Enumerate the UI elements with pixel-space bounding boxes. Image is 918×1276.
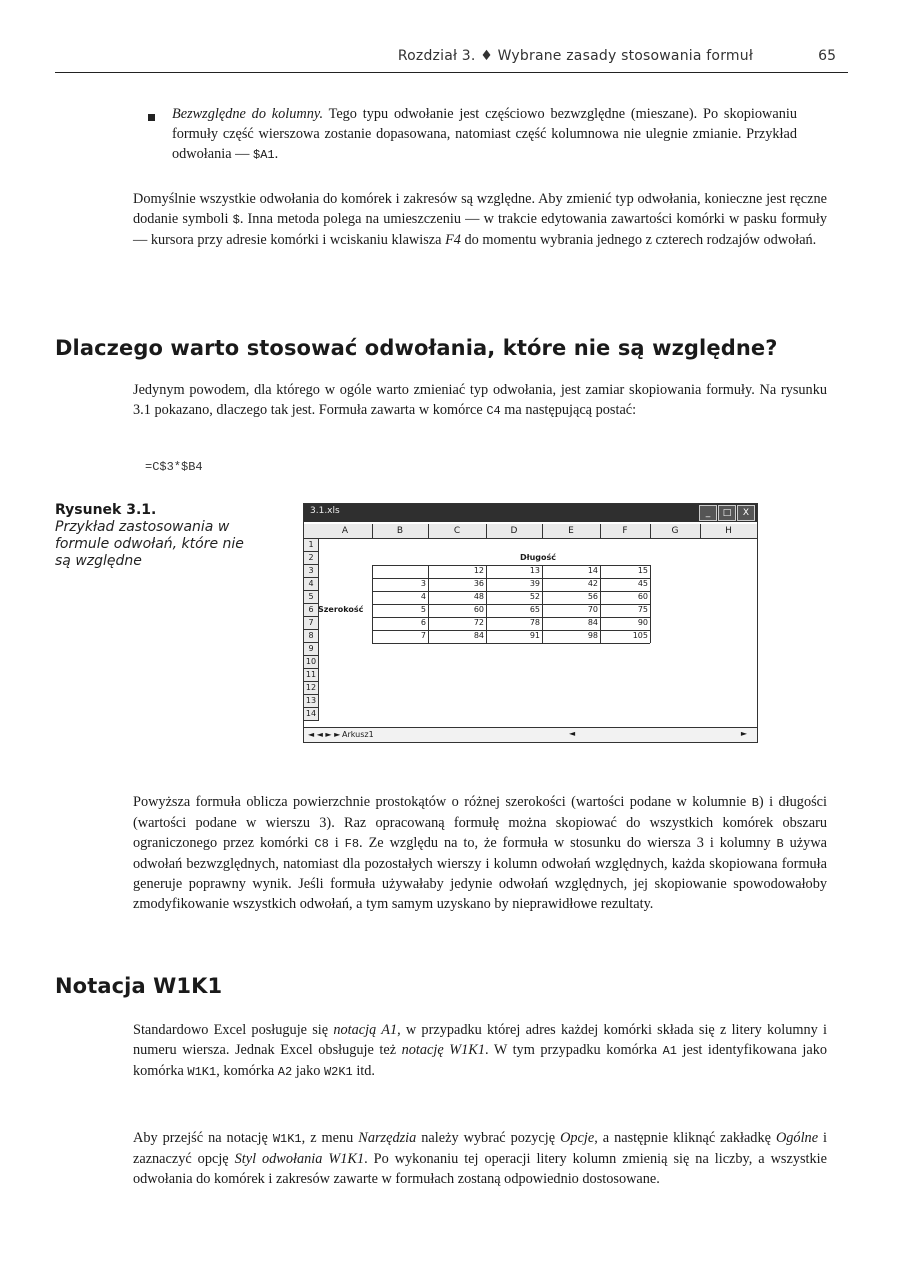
p1-c: do momentu wybrania jednego z czterech rodzajów odwołań. [460, 232, 817, 248]
excel-titlebar [304, 504, 757, 522]
row-header-14[interactable]: 14 [304, 708, 319, 721]
area-cell[interactable]: 45 [637, 579, 648, 588]
row-header-7[interactable]: 7 [304, 617, 319, 630]
grid-line [650, 565, 651, 643]
p4-a2: A2 [277, 1065, 293, 1079]
bullet-paragraph [172, 104, 797, 165]
p5-d: , a następnie kliknąć zakładkę [594, 1130, 776, 1146]
column-header-D[interactable]: D [486, 524, 543, 538]
p5-b: , z menu [301, 1130, 359, 1146]
sheet-tab-bar [304, 727, 757, 742]
column-header-B[interactable]: B [372, 524, 429, 538]
p4-n1: notacją A1 [333, 1022, 398, 1038]
p5-f: . Po wykonaniu tej operacji litery kolumn zmienią się na liczby, a wszystkie odwołania do komórek i zakresów zawarte w formułach zostaną odpowiednio dostosowane. [133, 1151, 827, 1187]
p2-b: ma następującą postać: [500, 402, 637, 418]
paragraph-formula-explanation [133, 792, 827, 914]
area-cell[interactable]: 39 [529, 579, 540, 588]
p4-b: , w przypadku której adres każdej komórki składa się z litery kolumny i numeru wiersza. Jednak Excel obsługuje też [133, 1022, 827, 1058]
p3-b: ) i długości (wartości podane w wierszu 3). Raz opracowaną formułę można skopiować do wszystkich komórek obszaru ograniczonego przez komórki [133, 794, 827, 851]
p4-f: jako [292, 1063, 324, 1079]
column-header-F[interactable]: F [600, 524, 651, 538]
row-header-3[interactable]: 3 [304, 565, 319, 578]
p2-cell: C4 [486, 404, 501, 418]
length-value-cell[interactable]: 12 [473, 566, 484, 575]
p3-a: Powyższa formuła oblicza powierzchnie prostokątów o różnej szerokości (wartości podane w kolumnie [133, 794, 752, 810]
grid-line [372, 578, 650, 579]
length-label-cell[interactable]: Długość [519, 553, 557, 562]
sheet-nav-icons[interactable]: ◄ ◄ ► ► [308, 730, 341, 739]
row-header-5[interactable]: 5 [304, 591, 319, 604]
grid-line [486, 565, 487, 643]
maximize-icon[interactable]: □ [718, 505, 736, 521]
column-header-C[interactable]: C [428, 524, 487, 538]
bullet-lead: Bezwzględne do kolumny. [172, 106, 324, 122]
p4-d: jest identyfikowana jako komórka [133, 1042, 827, 1079]
column-header-H[interactable]: H [700, 524, 758, 538]
figure-description: Przykład zastosowania w formule odwołań, które nie są względne [55, 519, 244, 569]
running-header [55, 42, 848, 73]
width-value-cell[interactable]: 6 [420, 618, 426, 627]
p5-opcje: Opcje [560, 1130, 595, 1146]
grid-line [428, 565, 429, 643]
area-cell[interactable]: 36 [473, 579, 484, 588]
figure-label: Rysunek 3.1. [55, 502, 157, 518]
area-cell[interactable]: 60 [473, 605, 484, 614]
grid-line [372, 643, 650, 644]
bullet-text: Tego typu odwołanie jest częściowo bezwzględne (mieszane). Po skopiowaniu formuły część wierszowa zostanie dopasowana, natomiast część kolumnowa nie ulegnie zmianie. Przykład odwołania — [172, 106, 797, 162]
p4-n2: notację W1K1 [401, 1042, 485, 1058]
width-value-cell[interactable]: 5 [420, 605, 426, 614]
length-value-cell[interactable]: 14 [587, 566, 598, 575]
area-cell[interactable]: 60 [637, 592, 648, 601]
bullet-end: . [274, 146, 279, 162]
area-cell[interactable]: 105 [632, 631, 648, 640]
row-header-11[interactable]: 11 [304, 669, 319, 682]
area-cell[interactable]: 52 [529, 592, 540, 601]
area-cell[interactable]: 70 [587, 605, 598, 614]
width-value-cell[interactable]: 3 [420, 579, 426, 588]
area-cell[interactable]: 48 [473, 592, 484, 601]
area-cell[interactable]: 42 [587, 579, 598, 588]
p1-symbol: $ [232, 213, 240, 227]
p3-d: . Ze względu na to, że formuła w stosunku do wiersza 3 i kolumny [359, 835, 777, 851]
p3-c: i [328, 835, 345, 851]
p3-f8: F8 [344, 837, 360, 851]
p1-a: Domyślnie wszystkie odwołania do komórek i zakresów są względne. Aby zmienić typ odwołania, konieczne jest ręczne dodanie symboli [133, 191, 827, 227]
p5-c: należy wybrać pozycję [416, 1130, 561, 1146]
minimize-icon[interactable]: _ [699, 505, 717, 521]
p2-a: Jedynym powodem, dla którego w ogóle warto zmieniać typ odwołania, jest zamiar skopiowania formuły. Na rysunku 3.1 pokazano, dlaczego tak jest. Formuła zawarta w komórce [133, 382, 827, 418]
area-cell[interactable]: 90 [637, 618, 648, 627]
area-cell[interactable]: 84 [587, 618, 598, 627]
column-header-A[interactable]: A [318, 524, 373, 538]
grid-line [372, 565, 373, 643]
width-label-cell[interactable]: Szerokość [318, 605, 364, 614]
row-header-9[interactable]: 9 [304, 643, 319, 656]
area-cell[interactable]: 78 [529, 618, 540, 627]
width-value-cell[interactable]: 7 [420, 631, 426, 640]
row-header-4[interactable]: 4 [304, 578, 319, 591]
grid-line [372, 604, 650, 605]
p5-a: Aby przejść na notację [133, 1130, 273, 1146]
width-value-cell[interactable]: 4 [420, 592, 426, 601]
p1-key: F4 [445, 232, 461, 248]
column-header-G[interactable]: G [650, 524, 701, 538]
p5-e: i zaznaczyć opcję [133, 1130, 828, 1167]
p5-menu: Narzędzia [358, 1130, 417, 1146]
row-header-8[interactable]: 8 [304, 630, 319, 643]
p4-w1k1: W1K1 [187, 1065, 217, 1079]
excel-window [303, 503, 758, 743]
p3-colB: B [751, 796, 759, 810]
row-header-6[interactable]: 6 [304, 604, 319, 617]
formula-example: =C$3*$B4 [145, 460, 203, 474]
grid-line [372, 591, 650, 592]
close-icon[interactable]: X [737, 505, 755, 521]
header-title: Rozdział 3. ♦ Wybrane zasady stosowania formuł [397, 48, 753, 64]
page-number: 65 [818, 48, 836, 64]
p1-b: . Inna metoda polega na umieszczeniu — w trakcie edytowania zawartości komórki w pasku formuły — kursora przy adresie komórki i wciskaniu klawisza [133, 211, 827, 248]
p3-colB2: B [776, 837, 784, 851]
paragraph-default-references [133, 189, 827, 250]
area-cell[interactable]: 72 [473, 618, 484, 627]
section-heading-why: Dlaczego warto stosować odwołania, które nie są względne? [55, 336, 778, 360]
sheet-tab[interactable]: Arkusz1 [342, 730, 374, 739]
area-cell[interactable]: 84 [473, 631, 484, 640]
grid-line [600, 565, 601, 643]
p5-styl: Styl odwołania W1K1 [234, 1151, 365, 1167]
paragraph-reason [133, 380, 827, 421]
area-cell[interactable]: 65 [529, 605, 540, 614]
p4-e: , komórka [216, 1063, 278, 1079]
row-header-13[interactable]: 13 [304, 695, 319, 708]
p4-a1: A1 [662, 1044, 677, 1058]
area-cell[interactable]: 75 [637, 605, 648, 614]
p4-a: Standardowo Excel posługuje się [133, 1022, 334, 1038]
area-cell[interactable]: 56 [587, 592, 598, 601]
column-headers [304, 524, 757, 539]
figure-caption [55, 502, 255, 570]
p4-g: itd. [352, 1063, 375, 1079]
length-value-cell[interactable]: 13 [529, 566, 540, 575]
row-header-1[interactable]: 1 [304, 539, 319, 552]
excel-title: 3.1.xls [310, 506, 340, 516]
paragraph-switch-notation [133, 1128, 827, 1189]
p5-w1k1: W1K1 [272, 1132, 302, 1146]
p4-c: . W tym przypadku komórka [484, 1042, 663, 1058]
scroll-right-icon[interactable]: ► [740, 729, 747, 738]
paragraph-notation [133, 1020, 827, 1082]
grid-line [372, 617, 650, 618]
p4-w2k1: W2K1 [323, 1065, 353, 1079]
section-heading-notation: Notacja W1K1 [55, 974, 223, 998]
row-header-2[interactable]: 2 [304, 552, 319, 565]
row-header-12[interactable]: 12 [304, 682, 319, 695]
p3-c8: C8 [314, 837, 329, 851]
length-value-cell[interactable]: 15 [637, 566, 648, 575]
area-cell[interactable]: 98 [587, 631, 598, 640]
grid-line [372, 565, 650, 566]
grid-line [542, 565, 543, 643]
bullet-example: $A1 [253, 148, 275, 162]
area-cell[interactable]: 91 [529, 631, 540, 640]
scroll-left-icon[interactable]: ◄ [569, 729, 576, 738]
p3-e: używa odwołań bezwzględnych, natomiast dla pozostałych wierszy i kolumn odwołań względnych, każda skopiowana formuła generuje poprawny wynik. Jeśli formuła używałaby jedynie odwołań względnych, jej skopiowanie spowodowałoby zmodyfikowanie wszystkich odwołań, a tym samym uzyskano by nieprawidłowe rezultaty. [133, 835, 827, 912]
grid-line [372, 630, 650, 631]
column-header-E[interactable]: E [542, 524, 601, 538]
row-header-10[interactable]: 10 [304, 656, 319, 669]
p5-ogolne: Ogólne [775, 1130, 819, 1146]
